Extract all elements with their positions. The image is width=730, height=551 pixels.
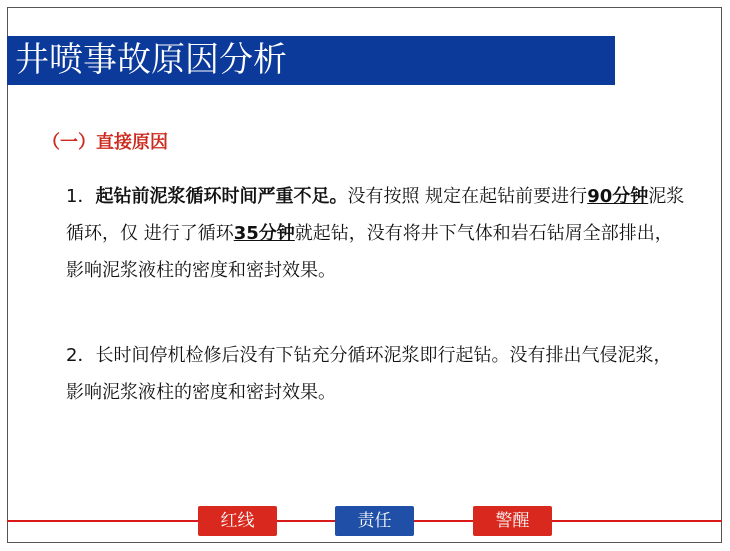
paragraph-1-text-b: 泥浆循环，仅 进行了循环 xyxy=(66,186,685,244)
paragraph-2-number: 2． xyxy=(66,345,96,366)
jingxing-button[interactable]: 警醒 xyxy=(473,506,552,536)
slide-title: 井喷事故原因分析 xyxy=(7,36,615,85)
paragraph-2-text: 长时间停机检修后没有下钻充分循环泥浆即行起钻。没有排出气侵泥浆，影响泥浆液柱的密度和密封效果。 xyxy=(66,345,672,403)
paragraph-1-duration-35: 35分钟 xyxy=(233,223,295,244)
paragraph-1-text-a: 没有按照 规定在起钻前要进行 xyxy=(347,186,588,207)
section-subheading: （一）直接原因 xyxy=(42,132,168,153)
paragraph-1-duration-90: 90分钟 xyxy=(587,186,649,207)
paragraph-1-text-c: 就起钻，没有将井下气体和岩石钻屑全部排出，影响泥浆液柱的密度和密封效果。 xyxy=(66,223,673,281)
paragraph-2 xyxy=(66,337,686,411)
zeren-button[interactable]: 责任 xyxy=(335,506,414,536)
paragraph-1 xyxy=(66,178,686,289)
paragraph-1-number: 1． xyxy=(66,186,96,207)
hongxian-button[interactable]: 红线 xyxy=(198,506,277,536)
paragraph-1-lead: 起钻前泥浆循环时间严重不足。 xyxy=(95,186,348,207)
